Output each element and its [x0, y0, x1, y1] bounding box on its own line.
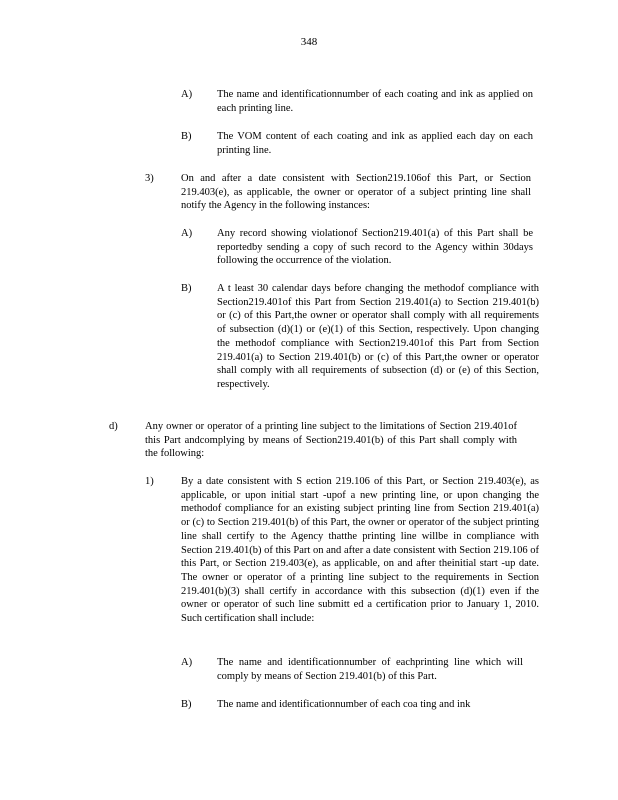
item-label: A): [181, 657, 193, 668]
item-label: B): [181, 283, 192, 294]
item-label: d): [109, 421, 118, 432]
item-text: By a date consistent with S ection 219.106 of this Part, or Section 219.403(e), as applicable, or upon initial start -upof a new printing line, or upon changing the methodof compliance for an existing subject printing line from Section 219.401(a) or (c) to Section 219.401(b) of this Part, the owner or operator of the subject printing line shall certify to the Agency thatthe printing line willbe in compliance with Section 219.401(b) of this Part on and after a date consistent with Section 219.106 of this Part, or Section 219.403(e), as applicable, on and after theinitial start -up date. The owner or operator of a printing line subject to the requirements in Section 219.401(b)(3) shall certify in accordance with this subsection (d)(1) even if the owner or operator of such line submitt ed a certification prior to January 1, 2010. Such certification shall include:: [181, 476, 539, 625]
item-label: 3): [145, 173, 154, 184]
item-label: B): [181, 699, 192, 710]
item-text: The name and identificationnumber of each coating and ink as applied on each printing line.: [217, 89, 533, 114]
item-text: Any owner or operator of a printing line subject to the limitations of Section 219.401of this Part andcomplying by means of Section219.401(b) of this Part shall comply with the following:: [145, 421, 517, 460]
item-text: The name and identificationnumber of eachprinting line which will comply by means of Section 219.401(b) of this Part.: [217, 657, 523, 682]
item-text: The VOM content of each coating and ink as applied each day on each printing line.: [217, 131, 533, 156]
item-text: On and after a date consistent with Section219.106of this Part, or Section 219.403(e), as applicable, the owner or operator of a subject printing line shall notify the Agency in the following instances:: [181, 173, 531, 212]
item-text: The name and identificationnumber of each coa ting and ink: [217, 699, 471, 710]
page-number: 348: [300, 36, 318, 48]
item-text: Any record showing violationof Section219.401(a) of this Part shall be reportedby sending a copy of such record to the Agency within 30days following the occurrence of the violation.: [217, 228, 533, 267]
item-label: A): [181, 89, 193, 100]
item-label: 1): [145, 476, 154, 487]
item-label: B): [181, 131, 192, 142]
item-label: A): [181, 228, 193, 239]
item-text: A t least 30 calendar days before changing the methodof compliance with Section219.401of this Part from Section 219.401(a) to Section 219.401(b) or (c) of this Part,the owner or operator shall comply with all requirements of subsection (d)(1) or (e)(1) of this Section, respectively. Upon changing the methodof compliance with Section219.401of this Part from Section 219.401(a) to Section 219.401(b) or (c) of this Part,the owner or operator shall comply with all requirements of subsection (d) or (e) of this Section, respectively.: [217, 283, 539, 390]
